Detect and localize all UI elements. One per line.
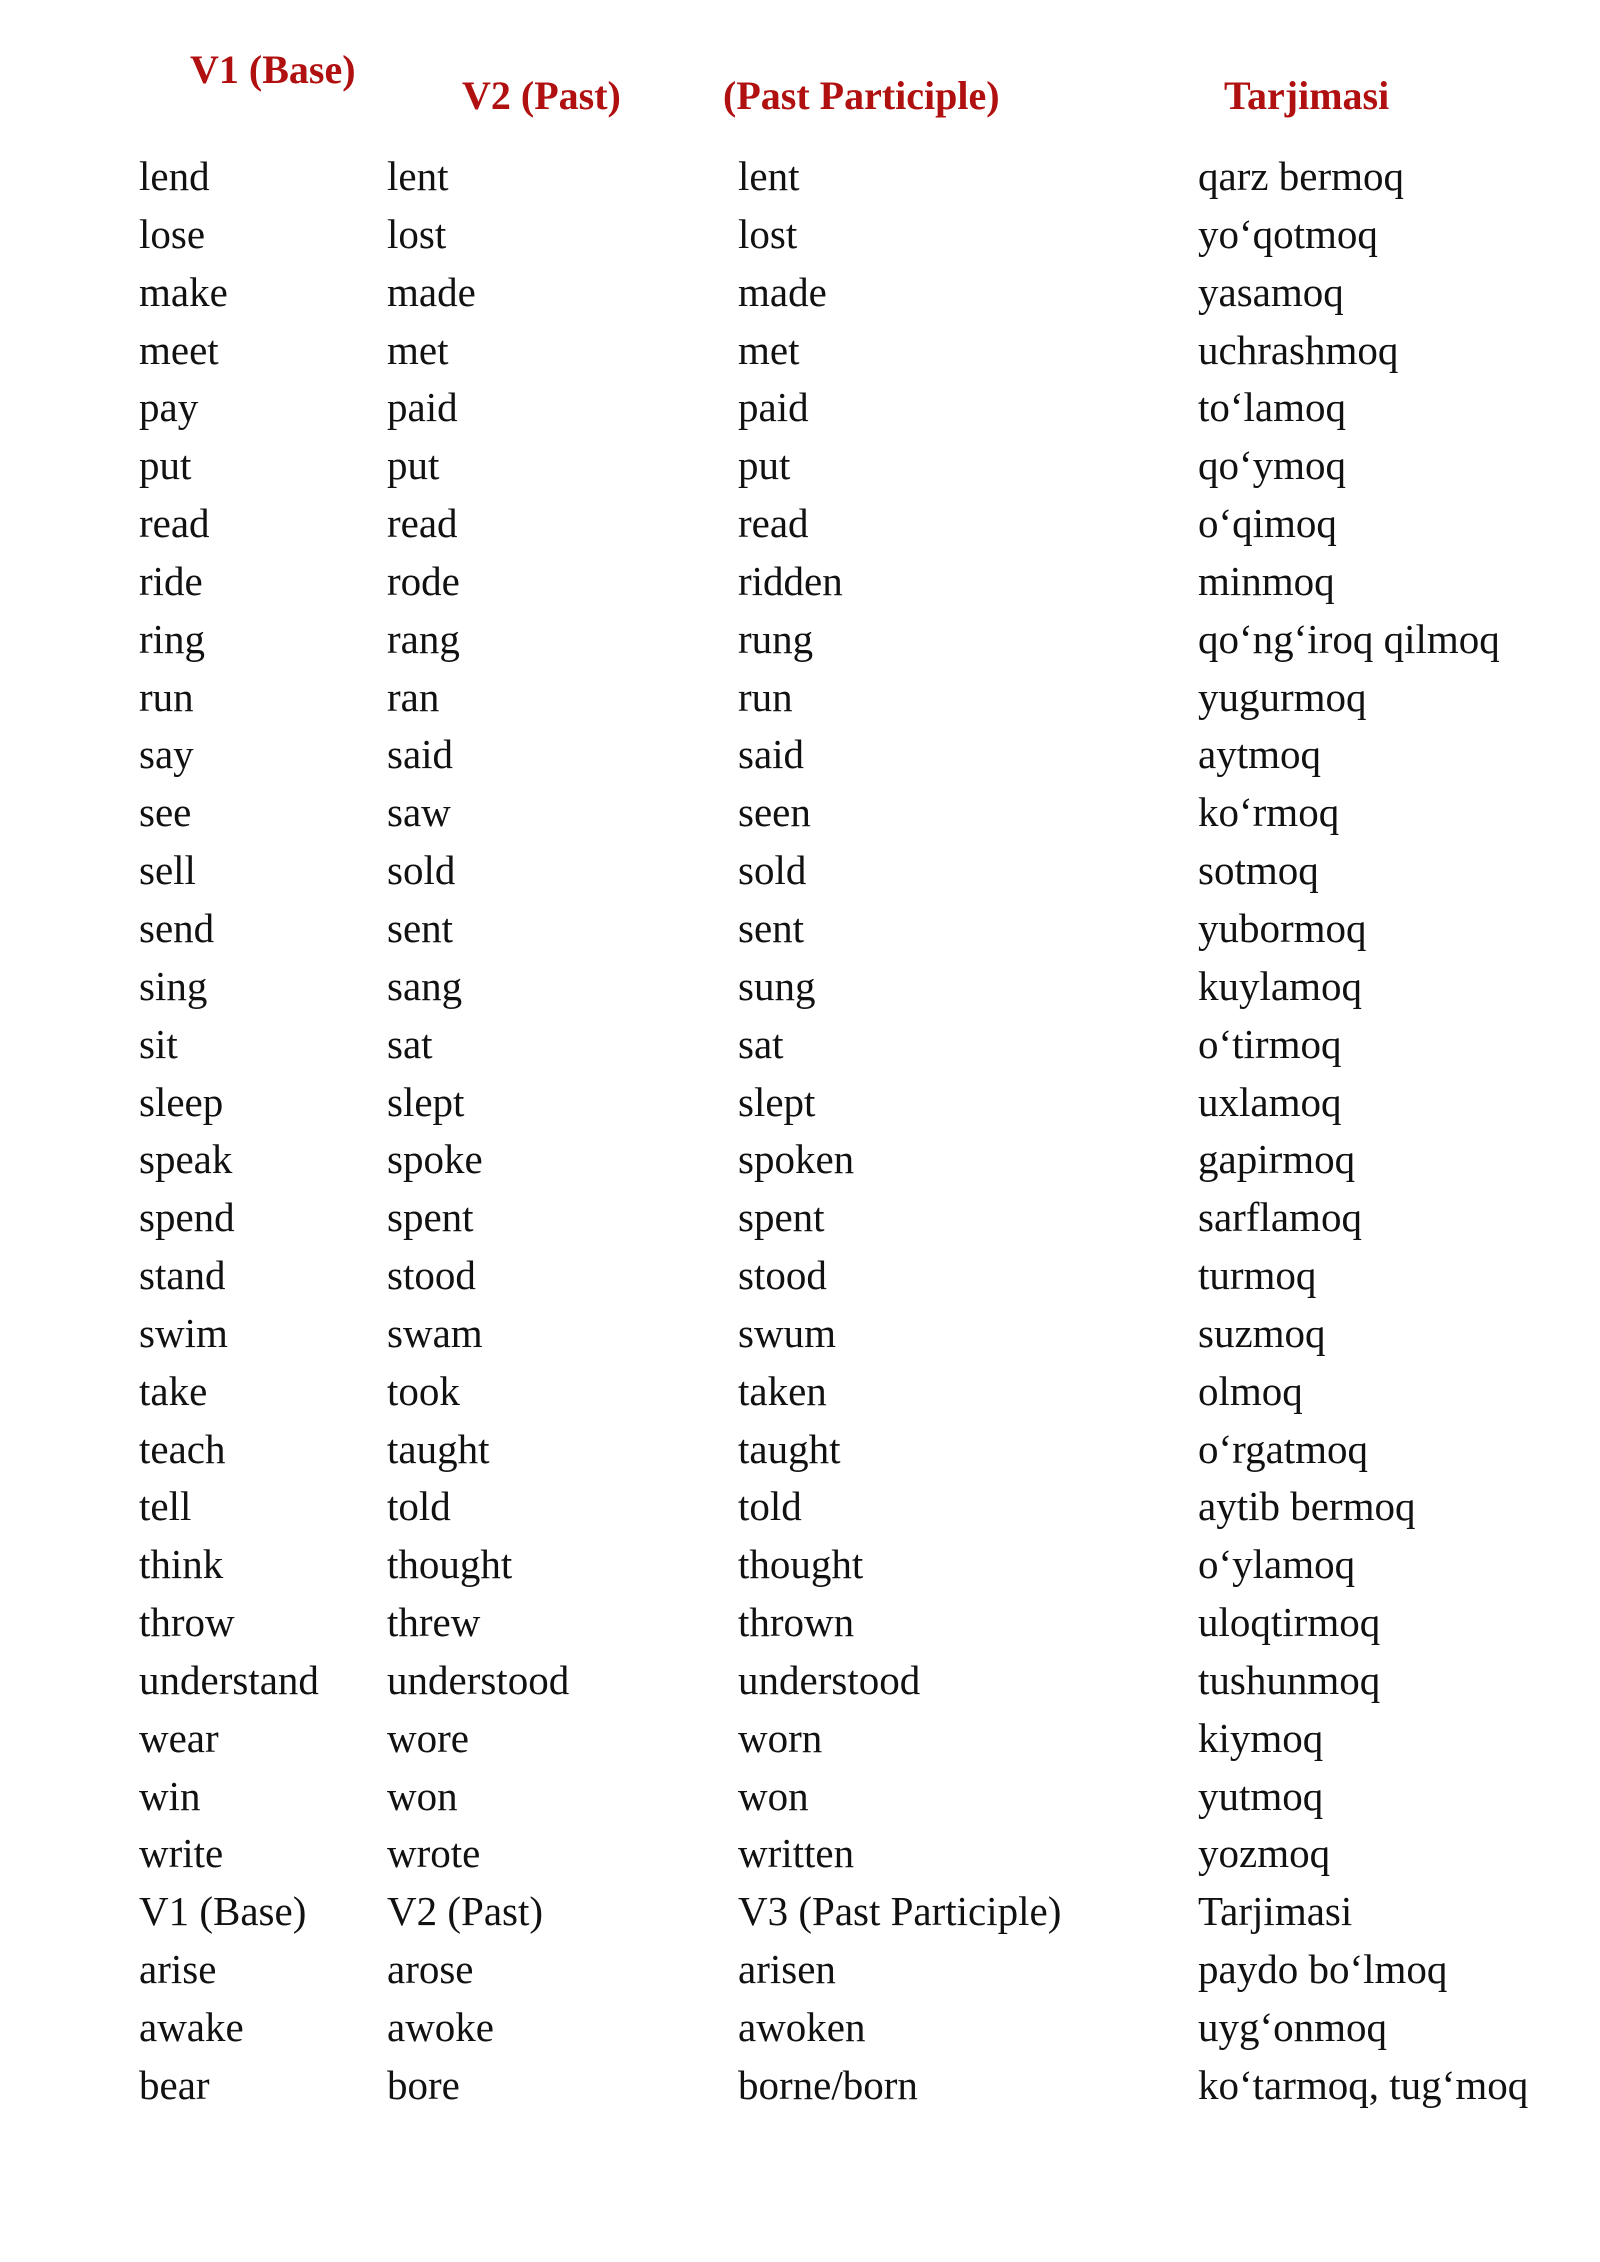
translation-cell: sarflamoq <box>1198 1194 1362 1241</box>
v2-past-cell: lent <box>387 153 449 199</box>
translation-cell: o‘qimoq <box>1198 500 1337 547</box>
v1-base-cell: teach <box>139 1425 226 1472</box>
v3-participle-cell: spent <box>738 1194 825 1241</box>
table-row <box>0 1827 1600 1885</box>
translation-cell: aytib bermoq <box>1198 1483 1416 1530</box>
table-row <box>0 1249 1600 1307</box>
v2-past-cell: sold <box>387 847 456 894</box>
table-row <box>0 497 1600 555</box>
translation-cell: olmoq <box>1198 1367 1303 1414</box>
v3-participle-cell: read <box>738 500 809 547</box>
v1-base-cell: bear <box>139 2061 210 2108</box>
table-row <box>0 1770 1600 1828</box>
translation-cell: tushunmoq <box>1198 1656 1381 1703</box>
table-row <box>0 1365 1600 1423</box>
v2-past-cell: V2 (Past) <box>387 1888 544 1935</box>
v3-participle-cell: sat <box>738 1020 784 1067</box>
v2-past-cell: paid <box>387 384 458 431</box>
translation-cell: qo‘ymoq <box>1198 442 1347 489</box>
v1-base-cell: meet <box>139 326 219 373</box>
v1-base-cell: speak <box>139 1136 233 1183</box>
v3-participle-cell: thrown <box>738 1599 855 1646</box>
table-row <box>0 2001 1600 2059</box>
v2-past-cell: swam <box>387 1309 483 1356</box>
table-row <box>0 1076 1600 1134</box>
table-row <box>0 1018 1600 1076</box>
v1-base-cell: think <box>139 1541 224 1588</box>
v2-past-cell: stood <box>387 1252 476 1299</box>
v1-base-cell: run <box>139 673 194 720</box>
translation-cell: yo‘qotmoq <box>1198 210 1378 257</box>
v3-participle-cell: sung <box>738 962 816 1009</box>
v1-base-cell: see <box>139 789 192 836</box>
translation-cell: yasamoq <box>1198 268 1344 315</box>
v1-base-cell: lend <box>139 153 210 199</box>
v3-participle-cell: slept <box>738 1078 816 1125</box>
v3-participle-cell: run <box>738 673 793 720</box>
table-row <box>0 1596 1600 1654</box>
v2-past-cell: met <box>387 326 449 373</box>
table-row <box>0 902 1600 960</box>
table-row <box>0 381 1600 439</box>
v3-participle-cell: rung <box>738 615 814 662</box>
v2-past-cell: lost <box>387 210 447 257</box>
v3-participle-cell: told <box>738 1483 802 1530</box>
translation-cell: to‘lamoq <box>1198 384 1347 431</box>
v2-past-cell: read <box>387 500 458 547</box>
table-row <box>0 555 1600 613</box>
table-row <box>0 1654 1600 1712</box>
v2-past-cell: ran <box>387 673 440 720</box>
v3-participle-cell: won <box>738 1772 809 1819</box>
table-row <box>0 324 1600 382</box>
v2-past-cell: told <box>387 1483 451 1530</box>
v2-past-cell: spent <box>387 1194 474 1241</box>
v3-participle-cell: seen <box>738 789 811 836</box>
v1-base-cell: read <box>139 500 210 547</box>
translation-cell: minmoq <box>1198 557 1335 604</box>
v2-past-cell: sang <box>387 962 463 1009</box>
v1-base-cell: sing <box>139 962 208 1009</box>
v2-past-cell: took <box>387 1367 460 1414</box>
v3-participle-cell: taken <box>738 1367 827 1414</box>
v1-base-cell: understand <box>139 1656 319 1703</box>
v1-base-cell: throw <box>139 1599 235 1646</box>
v3-participle-cell: arisen <box>738 1946 836 1993</box>
translation-cell: yozmoq <box>1198 1830 1331 1877</box>
v1-base-cell: swim <box>139 1309 228 1356</box>
translation-cell: uchrashmoq <box>1198 326 1399 373</box>
v1-base-cell: V1 (Base) <box>139 1888 307 1935</box>
header-v2-past: V2 (Past) <box>462 73 621 118</box>
translation-cell: turmoq <box>1198 1252 1317 1299</box>
v2-past-cell: wore <box>387 1714 469 1761</box>
translation-cell: paydo bo‘lmoq <box>1198 1946 1448 1993</box>
v2-past-cell: spoke <box>387 1136 483 1183</box>
table-row <box>0 844 1600 902</box>
v2-past-cell: wrote <box>387 1830 481 1877</box>
v2-past-cell: rang <box>387 615 460 662</box>
table-row <box>0 1712 1600 1770</box>
v3-participle-cell: ridden <box>738 557 843 604</box>
v3-participle-cell: lost <box>738 210 798 257</box>
v1-base-cell: ride <box>139 557 203 604</box>
v2-past-cell: saw <box>387 789 451 836</box>
table-row <box>0 1538 1600 1596</box>
table-row <box>0 208 1600 266</box>
table-row <box>0 1307 1600 1365</box>
v2-past-cell: sent <box>387 904 454 951</box>
translation-cell: uloqtirmoq <box>1198 1599 1381 1646</box>
translation-cell: yugurmoq <box>1198 673 1367 720</box>
table-row <box>0 1191 1600 1249</box>
translation-cell: gapirmoq <box>1198 1136 1356 1183</box>
v3-participle-cell: paid <box>738 384 809 431</box>
v2-past-cell: bore <box>387 2061 460 2108</box>
translation-cell: o‘ylamoq <box>1198 1541 1356 1588</box>
v3-participle-cell: understood <box>738 1656 921 1703</box>
translation-cell: qarz bermoq <box>1198 153 1405 199</box>
table-row <box>0 1885 1600 1943</box>
verb-table <box>0 150 1600 2117</box>
v1-base-cell: win <box>139 1772 201 1819</box>
table-row <box>0 1133 1600 1191</box>
v2-past-cell: made <box>387 268 476 315</box>
v1-base-cell: write <box>139 1830 224 1877</box>
v1-base-cell: arise <box>139 1946 217 1993</box>
header-past-participle: (Past Participle) <box>723 73 1000 118</box>
v1-base-cell: tell <box>139 1483 192 1530</box>
translation-cell: suzmoq <box>1198 1309 1326 1356</box>
v2-past-cell: thought <box>387 1541 513 1588</box>
table-row <box>0 2059 1600 2117</box>
v1-base-cell: lose <box>139 210 206 257</box>
table-row <box>0 728 1600 786</box>
v3-participle-cell: awoken <box>738 2004 866 2050</box>
v3-participle-cell: lent <box>738 153 800 199</box>
translation-cell: yubormoq <box>1198 904 1367 951</box>
v2-past-cell: put <box>387 442 440 489</box>
table-row <box>0 613 1600 671</box>
v3-participle-cell: taught <box>738 1425 841 1472</box>
v3-participle-cell: written <box>738 1830 855 1877</box>
header-translation: Tarjimasi <box>1224 73 1390 118</box>
v3-participle-cell: said <box>738 731 805 778</box>
v3-participle-cell: made <box>738 268 827 315</box>
v3-participle-cell: met <box>738 326 800 373</box>
v1-base-cell: pay <box>139 384 199 431</box>
translation-cell: sotmoq <box>1198 847 1319 894</box>
v1-base-cell: ring <box>139 615 206 662</box>
translation-cell: ko‘tarmoq, tug‘moq <box>1198 2061 1529 2108</box>
translation-cell: uyg‘onmoq <box>1198 2004 1388 2050</box>
v3-participle-cell: spoken <box>738 1136 855 1183</box>
table-row <box>0 266 1600 324</box>
translation-cell: Tarjimasi <box>1198 1888 1353 1935</box>
v3-participle-cell: thought <box>738 1541 864 1588</box>
v2-past-cell: slept <box>387 1078 465 1125</box>
table-row <box>0 1943 1600 2001</box>
v2-past-cell: understood <box>387 1656 570 1703</box>
v1-base-cell: stand <box>139 1252 226 1299</box>
translation-cell: yutmoq <box>1198 1772 1324 1819</box>
v2-past-cell: sat <box>387 1020 433 1067</box>
translation-cell: aytmoq <box>1198 731 1321 778</box>
v3-participle-cell: worn <box>738 1714 823 1761</box>
table-row <box>0 150 1600 208</box>
v3-participle-cell: borne/born <box>738 2061 918 2108</box>
table-row <box>0 671 1600 729</box>
v2-past-cell: said <box>387 731 454 778</box>
header-v1-base: V1 (Base) <box>190 47 356 92</box>
table-row <box>0 439 1600 497</box>
v3-participle-cell: swum <box>738 1309 836 1356</box>
v2-past-cell: rode <box>387 557 460 604</box>
v1-base-cell: wear <box>139 1714 219 1761</box>
v2-past-cell: awoke <box>387 2004 495 2050</box>
v1-base-cell: sleep <box>139 1078 224 1125</box>
table-row <box>0 1423 1600 1481</box>
v3-participle-cell: sent <box>738 904 805 951</box>
v3-participle-cell: sold <box>738 847 807 894</box>
v1-base-cell: say <box>139 731 194 778</box>
table-row <box>0 960 1600 1018</box>
v1-base-cell: make <box>139 268 228 315</box>
v3-participle-cell: stood <box>738 1252 827 1299</box>
v1-base-cell: put <box>139 442 192 489</box>
v1-base-cell: sell <box>139 847 196 894</box>
translation-cell: uxlamoq <box>1198 1078 1342 1125</box>
translation-cell: o‘rgatmoq <box>1198 1425 1369 1472</box>
v2-past-cell: arose <box>387 1946 474 1993</box>
v2-past-cell: won <box>387 1772 458 1819</box>
v2-past-cell: taught <box>387 1425 490 1472</box>
table-row <box>0 1480 1600 1538</box>
v1-base-cell: awake <box>139 2004 244 2050</box>
v2-past-cell: threw <box>387 1599 481 1646</box>
v1-base-cell: send <box>139 904 215 951</box>
v1-base-cell: spend <box>139 1194 235 1241</box>
translation-cell: o‘tirmoq <box>1198 1020 1342 1067</box>
translation-cell: ko‘rmoq <box>1198 789 1340 836</box>
translation-cell: kuylamoq <box>1198 962 1362 1009</box>
translation-cell: qo‘ng‘iroq qilmoq <box>1198 615 1500 662</box>
v3-participle-cell: V3 (Past Participle) <box>738 1888 1062 1935</box>
v1-base-cell: take <box>139 1367 208 1414</box>
v3-participle-cell: put <box>738 442 791 489</box>
v1-base-cell: sit <box>139 1020 178 1067</box>
translation-cell: kiymoq <box>1198 1714 1324 1761</box>
table-row <box>0 786 1600 844</box>
